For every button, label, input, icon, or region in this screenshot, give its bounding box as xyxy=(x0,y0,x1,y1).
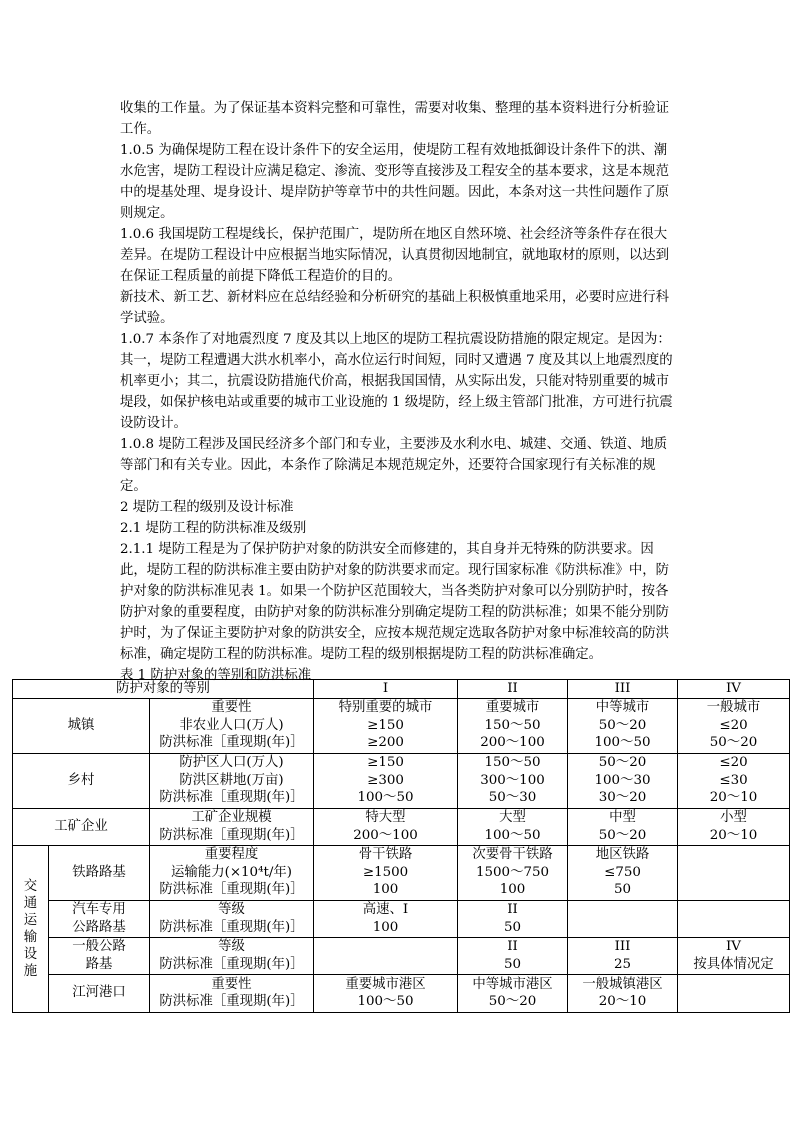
value: 50 xyxy=(613,882,632,898)
highway-grade-3 xyxy=(568,900,678,937)
highway-grade-4 xyxy=(678,900,790,937)
value: 重要城市 xyxy=(485,700,540,716)
value: 25 xyxy=(613,956,632,972)
value: 200～100 xyxy=(353,827,418,843)
body-text xyxy=(120,98,676,686)
highway-grade-1 xyxy=(314,900,458,937)
railway-item-capacity: 运输能力(×10⁴t/年) xyxy=(171,864,292,880)
paragraph-continuation: 收集的工作量。为了保证基本资料完整和可靠性，需要对收集、整理的基本资料进行分析验证工作。 xyxy=(120,101,670,137)
value: IV xyxy=(726,939,741,954)
value: 100 xyxy=(499,882,526,898)
value: II xyxy=(507,939,518,954)
village-grade-4 xyxy=(678,753,790,808)
industry-grade-4 xyxy=(678,808,790,845)
value: ≥1500 xyxy=(362,864,409,880)
general-road-label-line: 一般公路 xyxy=(72,939,126,954)
paragraph-1-0-7: 1.0.7 本条作了对地震烈度 7 度及其以上地区的堤防工程抗震设防措施的限定规定。是因为：其一，堤防工程遭遇大洪水机率小，高水位运行时间短，同时又遭遇 7 度及其以上地震烈度的机率更小；其二，抗震设防措施代价高，根据我国国情，从实际出发，只能对特别重要的城市堤段，如保护核电站或重要的城市工业设施的 1 级堤防，经上级主管部门批准，方可进行抗震设防设计。 xyxy=(120,332,673,431)
general-road-grade-1 xyxy=(314,937,458,974)
value: ≥150 xyxy=(367,717,404,733)
paragraph-1-0-6: 1.0.6 我国堤防工程堤线长，保护范围广，堤防所在地区自然环境、社会经济等条件存在很大差异。在堤防工程设计中应根据当地实际情况，认真贯彻因地制宜，就地取材的原则，以达到在保证工程质量的前提下降低工程造价的目的。 xyxy=(120,227,670,284)
value: ≤20 xyxy=(719,755,748,771)
transport-char: 设 xyxy=(23,946,38,962)
table-header-row xyxy=(13,680,790,699)
value: 高速、I xyxy=(362,902,409,917)
value: ≤30 xyxy=(719,772,748,788)
value: 200～100 xyxy=(480,735,545,751)
value: 100～50 xyxy=(484,827,541,843)
transport-char: 交 xyxy=(23,878,38,894)
value: III xyxy=(614,939,631,954)
value: 按具体情况定 xyxy=(693,956,774,972)
value: 50 xyxy=(503,956,522,972)
village-grade-2 xyxy=(458,753,568,808)
value: 50～20 xyxy=(598,755,647,771)
town-grade-3 xyxy=(568,698,678,753)
port-grade-2 xyxy=(458,974,568,1012)
table-row-railway xyxy=(13,845,790,900)
general-road-item-grade: 等级 xyxy=(218,939,245,954)
flood-standard-table xyxy=(12,679,790,1013)
highway-item-standard: 防洪标准［重现期(年)］ xyxy=(159,919,304,935)
general-road-label-line: 路基 xyxy=(85,956,113,972)
table-row-general-road xyxy=(13,937,790,974)
paragraph-new-tech: 新技术、新工艺、新材料应在总结经验和分析研究的基础上积极慎重地采用，必要时应进行科学试验。 xyxy=(120,290,670,326)
port-items xyxy=(150,974,314,1012)
value: 中等城市港区 xyxy=(472,976,553,992)
value: 骨干铁路 xyxy=(358,847,413,863)
table-row-industry xyxy=(13,808,790,845)
value: 100 xyxy=(372,882,399,898)
village-items xyxy=(150,753,314,808)
header-grade-2: II xyxy=(458,680,568,699)
industry-grade-2 xyxy=(458,808,568,845)
highway-label-line: 汽车专用 xyxy=(72,902,126,917)
general-road-items xyxy=(150,937,314,974)
railway-grade-3 xyxy=(568,845,678,900)
value: 20～10 xyxy=(598,994,647,1009)
highway-item-grade: 等级 xyxy=(218,902,245,917)
value: 次要骨干铁路 xyxy=(472,847,553,863)
value: 中型 xyxy=(609,810,636,825)
value: ≤750 xyxy=(604,864,641,880)
value: 50～20 xyxy=(488,994,537,1009)
transport-label xyxy=(13,845,49,1012)
railway-items xyxy=(150,845,314,900)
paragraph-1-0-8: 1.0.8 堤防工程涉及国民经济多个部门和专业，主要涉及水利水电、城建、交通、铁道、地质等部门和有关专业。因此，本条作了除满足本规范规定外，还要符合国家现行有关标准的规定。 xyxy=(120,437,668,494)
transport-char: 施 xyxy=(23,963,38,979)
value: 地区铁路 xyxy=(595,847,650,863)
value: ≤20 xyxy=(719,717,748,733)
paragraph-2-1-1: 2.1.1 堤防工程是为了保护防护对象的防洪安全而修建的，其自身并无特殊的防洪要求。因此，堤防工程的防洪标准主要由防护对象的防洪要求而定。现行国家标准《防洪标准》中，防护对象的防洪标准见表 1。如果一个防护区范围较大，当各类防护对象可以分别防护时，按各防护对象的重要程度，由防护对象的防洪标准分别确定堤防工程的防洪标准；如果不能分别防护时，为了保证主要防护对象的防洪安全，应按本规范规定选取各防护对象中标准较高的防洪标准，确定堤防工程的防洪标准。堤防工程的级别根据堤防工程的防洪标准确定。 xyxy=(120,542,670,662)
general-road-grade-4 xyxy=(678,937,790,974)
railway-grade-1 xyxy=(314,845,458,900)
table-row-highway xyxy=(13,900,790,937)
value: 小型 xyxy=(720,810,747,825)
value: ≥200 xyxy=(367,735,404,751)
table-row-town xyxy=(13,698,790,753)
port-item-standard: 防洪标准［重现期(年)］ xyxy=(159,994,304,1009)
highway-label xyxy=(49,900,150,937)
header-grade-1: I xyxy=(314,680,458,699)
value: 50～20 xyxy=(709,735,758,751)
value: ≥300 xyxy=(367,772,404,788)
value: 100 xyxy=(372,919,399,935)
general-road-label xyxy=(49,937,150,974)
transport-char: 输 xyxy=(23,929,38,945)
table-caption: 表 1 防护对象的等别和防洪标准 xyxy=(120,668,312,683)
village-grade-3 xyxy=(568,753,678,808)
general-road-grade-3 xyxy=(568,937,678,974)
value: 大型 xyxy=(499,810,526,825)
section-heading-2-1: 2.1 堤防工程的防洪标准及级别 xyxy=(120,521,307,536)
port-grade-1 xyxy=(314,974,458,1012)
town-item-standard: 防洪标准［重现期(年)］ xyxy=(159,735,304,751)
value: 100～30 xyxy=(594,772,651,788)
village-label: 乡村 xyxy=(13,753,150,808)
railway-item-importance: 重要程度 xyxy=(204,847,259,863)
value: 100～50 xyxy=(594,735,651,751)
transport-char: 通 xyxy=(23,895,38,911)
value: 150～50 xyxy=(484,755,541,771)
section-heading-2: 2 堤防工程的级别及设计标准 xyxy=(120,500,294,515)
town-items xyxy=(150,698,314,753)
village-grade-1 xyxy=(314,753,458,808)
header-grade-3: III xyxy=(568,680,678,699)
town-item-population: 非农业人口(万人) xyxy=(179,717,284,733)
railway-label: 铁路路基 xyxy=(49,845,150,900)
port-grade-3 xyxy=(568,974,678,1012)
table-row-port xyxy=(13,974,790,1012)
value: 20～10 xyxy=(709,790,758,806)
railway-item-standard: 防洪标准［重现期(年)］ xyxy=(159,882,304,898)
town-grade-4 xyxy=(678,698,790,753)
town-grade-2 xyxy=(458,698,568,753)
value: 300～100 xyxy=(480,772,545,788)
general-road-grade-2 xyxy=(458,937,568,974)
value: 50～20 xyxy=(598,717,647,733)
highway-items xyxy=(150,900,314,937)
industry-item-standard: 防洪标准［重现期(年)］ xyxy=(159,827,304,843)
value: 20～10 xyxy=(709,827,758,843)
highway-label-line: 公路路基 xyxy=(72,919,126,935)
town-label: 城镇 xyxy=(13,698,150,753)
value: 150～50 xyxy=(484,717,541,733)
industry-grade-3 xyxy=(568,808,678,845)
value: 100～50 xyxy=(357,994,414,1009)
value: ≥150 xyxy=(367,755,404,771)
industry-grade-1 xyxy=(314,808,458,845)
table-row-village xyxy=(13,753,790,808)
port-grade-4 xyxy=(678,974,790,1012)
port-label: 江河港口 xyxy=(49,974,150,1012)
value: 重要城市港区 xyxy=(345,976,426,992)
value: 50～20 xyxy=(598,827,647,843)
highway-grade-2 xyxy=(458,900,568,937)
village-item-standard: 防洪标准［重现期(年)］ xyxy=(159,790,304,806)
value: 50～30 xyxy=(488,790,537,806)
village-item-population: 防护区人口(万人) xyxy=(179,755,284,771)
village-item-farmland: 防洪区耕地(万亩) xyxy=(179,772,284,788)
value: 1500～750 xyxy=(475,864,550,880)
paragraph-1-0-5: 1.0.5 为确保堤防工程在设计条件下的安全运用，使堤防工程有效地抵御设计条件下的洪、潮水危害，堤防工程设计应满足稳定、渗流、变形等直接涉及工程安全的基本要求，这是本规范中的堤基处理、堤身设计、堤岸防护等章节中的共性问题。因此，本条对这一共性问题作了原则规定。 xyxy=(120,143,670,221)
value: 一般城市 xyxy=(706,700,761,716)
value: 一般城镇港区 xyxy=(582,976,663,992)
port-item-importance: 重要性 xyxy=(211,976,252,992)
value: 30～20 xyxy=(598,790,647,806)
value: 特别重要的城市 xyxy=(338,700,433,716)
value: 中等城市 xyxy=(595,700,650,716)
header-object-cell: 防护对象的等别 xyxy=(13,680,314,699)
value: 100～50 xyxy=(357,790,414,806)
value: 特大型 xyxy=(365,810,406,825)
value: 50 xyxy=(503,919,522,935)
value: II xyxy=(507,902,518,917)
industry-items xyxy=(150,808,314,845)
town-grade-1 xyxy=(314,698,458,753)
industry-label: 工矿企业 xyxy=(13,808,150,845)
railway-grade-4 xyxy=(678,845,790,900)
transport-char: 运 xyxy=(23,912,38,928)
industry-item-scale: 工矿企业规模 xyxy=(191,810,272,825)
general-road-item-standard: 防洪标准［重现期(年)］ xyxy=(159,956,304,972)
town-item-importance: 重要性 xyxy=(211,700,252,716)
railway-grade-2 xyxy=(458,845,568,900)
header-grade-4: IV xyxy=(678,680,790,699)
